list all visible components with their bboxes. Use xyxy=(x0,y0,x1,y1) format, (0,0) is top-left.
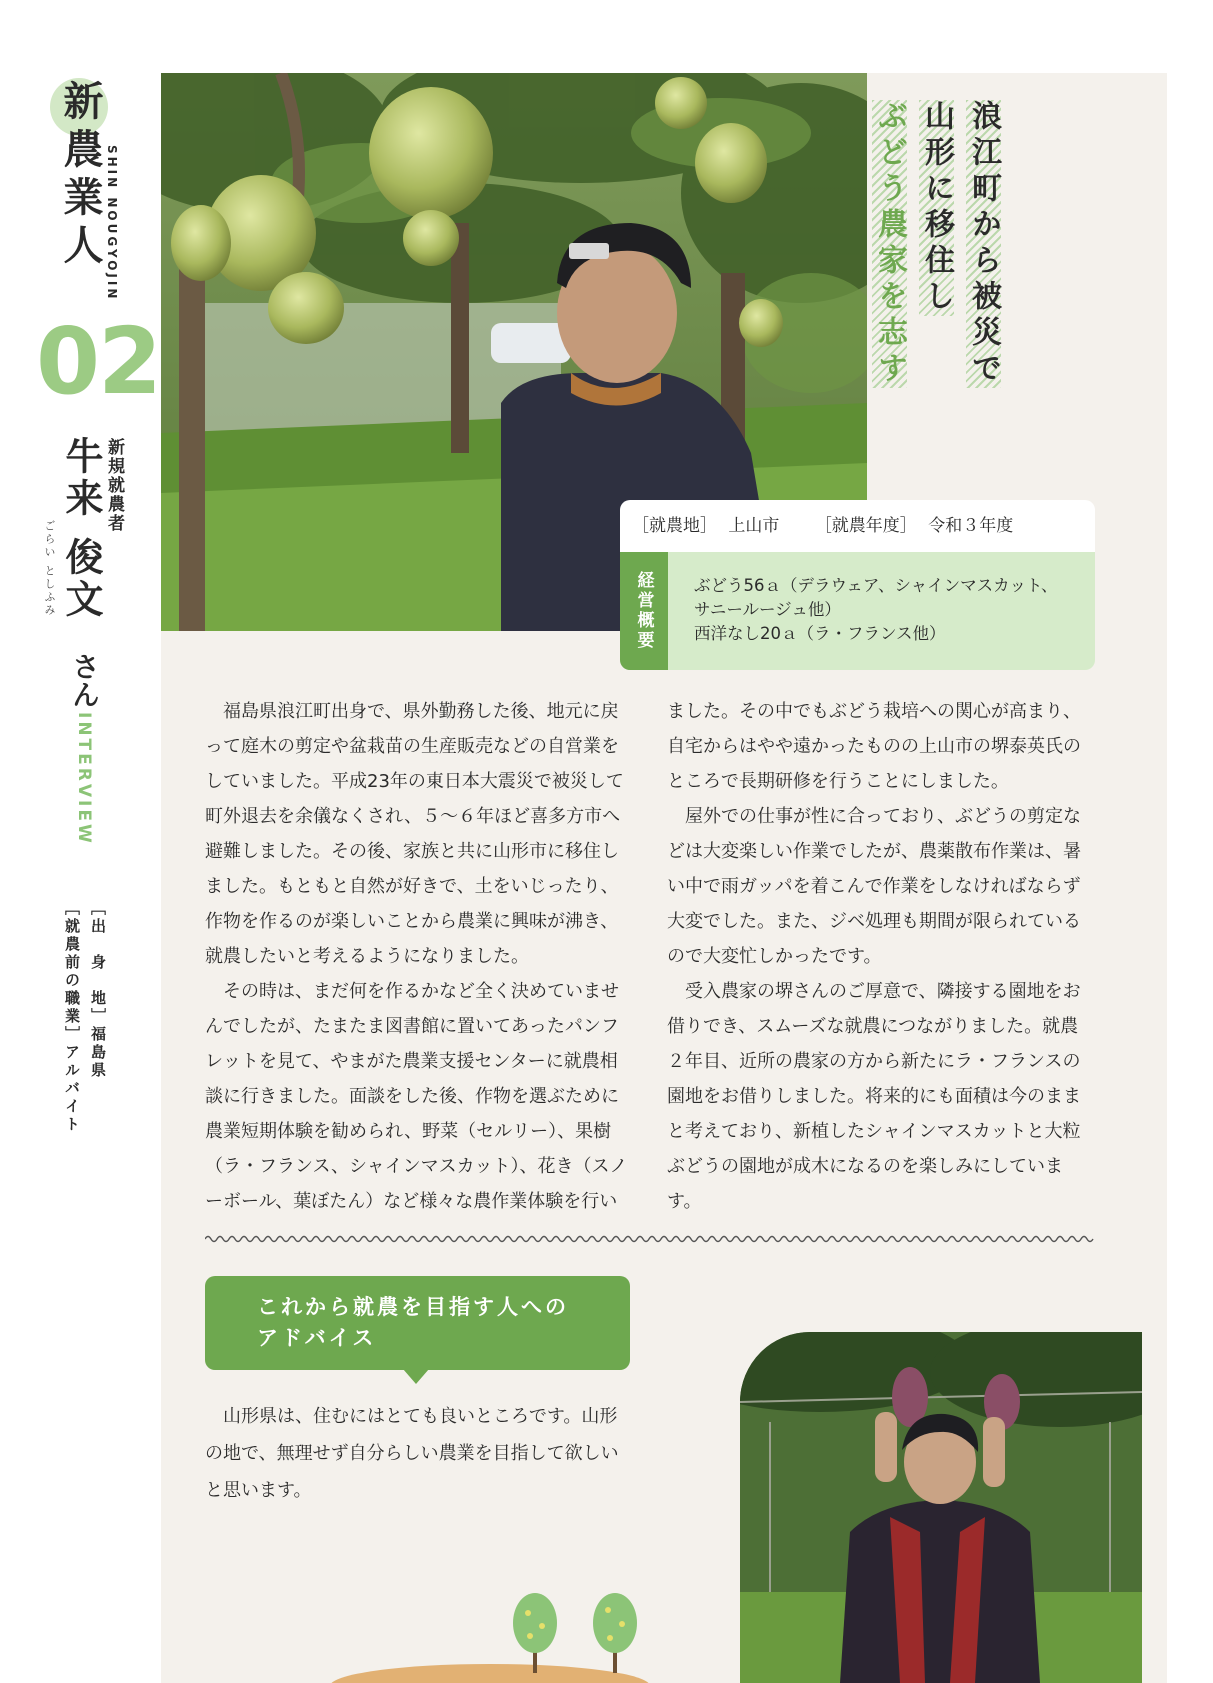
summary-lines xyxy=(694,574,1058,646)
headline-line-2: 山形に移住し xyxy=(919,100,954,316)
body-paragraph: ました。その中でもぶどう栽培への関心が高まり、自宅からはやや遠かったものの上山市の堺泰英氏のところで長期研修を行うことにしました。 xyxy=(667,701,1081,792)
series-roman-title: SHIN NOUGYOJIN xyxy=(105,145,119,302)
left-rail xyxy=(0,0,160,1683)
name-ruby-family: ごらい xyxy=(43,520,56,559)
profile-previous-job: ［就農前の職業］アルバイト xyxy=(63,900,81,1134)
advice-heading-bubble xyxy=(205,1276,630,1370)
farm-info-header xyxy=(620,500,1095,552)
summary-label: 経営概要 xyxy=(620,552,668,670)
grape-harvest-photo xyxy=(740,1332,1142,1683)
tree-illustration xyxy=(320,1588,660,1683)
bubble-tail xyxy=(403,1369,429,1384)
grape-vineyard-illustration xyxy=(740,1332,1142,1683)
body-column-right xyxy=(667,694,1095,1219)
body-column-left xyxy=(205,694,633,1219)
series-title: 新農業人 xyxy=(57,80,103,272)
person-name: 牛来 俊文 xyxy=(59,436,103,622)
body-paragraph: 受入農家の堺さんのご厚意で、隣接する園地をお借りでき、スムーズな就農につながりました。就農２年目、近所の農家の方から新たにラ・フランスの園地をお借りしました。将来的にも面積は今のままと考えており、新植したシャインマスカットと大粒ぶどうの園地が成木になるのを楽しみにしています。 xyxy=(667,981,1081,1212)
summary-line: サニールージュ他） xyxy=(694,600,841,619)
name-honorific: さん xyxy=(68,652,101,708)
farm-info-box xyxy=(620,500,1095,670)
wavy-divider xyxy=(205,1232,1095,1246)
year-value: 令和３年度 xyxy=(928,516,1014,536)
person-role: 新規就農者 xyxy=(104,438,124,533)
issue-number: 02 xyxy=(36,308,161,415)
summary-line: 西洋なし20ａ（ラ・フランス他） xyxy=(694,624,946,643)
body-paragraph: 屋外での仕事が性に合っており、ぶどうの剪定などは大変楽しい作業でしたが、農薬散布作業は、暑い中で雨ガッパを着こんで作業をしなければならず大変でした。また、ジベ処理も期間が限られているので大変忙しかったです。 xyxy=(667,806,1081,967)
farm-summary xyxy=(620,552,1095,670)
location-value: 上山市 xyxy=(728,516,780,536)
body-paragraph: 福島県浪江町出身で、県外勤務した後、地元に戻って庭木の剪定や盆栽苗の生産販売などの自営業をしていました。平成23年の東日本大震災で被災して町外退去を余儀なくされ、５〜６年ほど喜多方市へ避難しました。その後、家族と共に山形市に移住しました。もともと自然が好きで、土をいじったり、作物を作るのが楽しいことから農業に興味が沸き、就農したいと考えるようになりました。 xyxy=(205,701,624,967)
advice-heading-line: アドバイス xyxy=(257,1326,377,1350)
summary-line: ぶどう56ａ（デラウェア、シャインマスカット、 xyxy=(694,576,1058,595)
headline-line-1: 浪江町から被災で xyxy=(966,100,1001,388)
advice-heading-line: これから就農を目指す人への xyxy=(257,1295,569,1319)
profile-origin: ［出 身 地］福島県 xyxy=(89,900,107,1080)
location-label: ［就農地］ xyxy=(632,516,717,536)
headline-line-3: ぶどう農家を志す xyxy=(872,100,907,388)
year-label: ［就農年度］ xyxy=(814,516,917,536)
name-ruby-given: としふみ xyxy=(43,565,56,617)
body-paragraph: その時は、まだ何を作るかなど全く決めていませんでしたが、たまたま図書館に置いてあったパンフレットを見て、やまがた農業支援センターに就農相談に行きました。面談をした後、作物を選ぶために農業短期体験を勧められ、野菜（セルリー）、果樹（ラ・フランス、シャインマスカット）、花き（スノーボール、葉ぼたん）など様々な農作業体験を行い xyxy=(205,981,628,1212)
section-label: INTERVIEW xyxy=(74,712,94,846)
advice-text: 山形県は、住むにはとても良いところです。山形の地で、無理せず自分らしい農業を目指して欲しいと思います。 xyxy=(205,1406,619,1501)
